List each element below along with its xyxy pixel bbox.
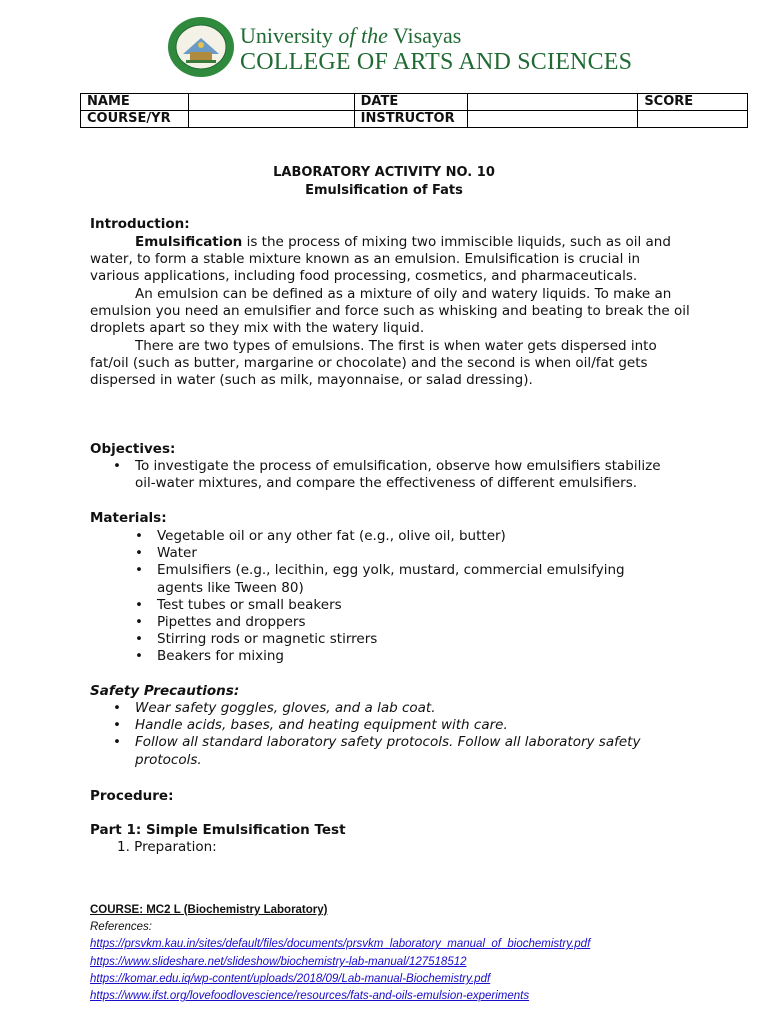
table-row xyxy=(81,111,748,128)
score-field[interactable] xyxy=(638,111,748,128)
course-label: COURSE: MC2 L (Biochemistry Laboratory) xyxy=(90,904,328,916)
list-item: • Stirring rods or magnetic stirrers xyxy=(135,631,655,648)
name-label: NAME xyxy=(81,94,189,111)
college-name: COLLEGE OF ARTS AND SCIENCES xyxy=(240,49,633,75)
date-field[interactable] xyxy=(468,94,638,111)
name-field[interactable] xyxy=(188,94,354,111)
reference-link-3[interactable]: https://komar.edu.iq/wp-content/uploads/2018/09/Lab-manual-Biochemistry.pdf xyxy=(90,973,491,985)
activity-title: LABORATORY ACTIVITY NO. 10 xyxy=(273,165,495,180)
list-item: • Beakers for mixing xyxy=(135,648,655,665)
procedure-step-1: 1. Preparation: xyxy=(117,839,217,855)
instructor-field[interactable] xyxy=(468,111,638,128)
introduction-heading: Introduction: xyxy=(90,216,190,232)
university-seal-icon xyxy=(166,16,236,78)
introduction-paragraph-1: Emulsification is the process of mixing two immiscible liquids, such as oil and water, to form a stable mixture known as an emulsion. Emulsification is crucial in various applications, including food processing, cosmetics, and pharmaceuticals. xyxy=(90,234,671,285)
reference-link-4[interactable]: https://www.ifst.org/lovefoodlovescience/resources/fats-and-oils-emulsion-experiments xyxy=(90,990,530,1002)
activity-subtitle: Emulsification of Fats xyxy=(305,183,463,198)
score-label: SCORE xyxy=(638,94,748,111)
list-item: • Pipettes and droppers xyxy=(135,614,655,631)
list-item: • Wear safety goggles, gloves, and a lab coat. xyxy=(113,700,673,717)
date-label: DATE xyxy=(354,94,468,111)
instructor-label: INSTRUCTOR xyxy=(354,111,468,128)
safety-list xyxy=(113,700,673,769)
list-item: • Test tubes or small beakers xyxy=(135,597,655,614)
list-item: • To investigate the process of emulsification, observe how emulsifiers stabilize oil-water mixtures, and compare the effectiveness of different emulsifiers. xyxy=(113,458,683,492)
materials-heading: Materials: xyxy=(90,510,167,526)
introduction-paragraph-2: An emulsion can be defined as a mixture of oily and watery liquids. To make an emulsion you need an emulsifier and force such as whisking and beating to break the oil droplets apart so they mix with the watery liquid. xyxy=(90,286,690,337)
reference-link-2[interactable]: https://www.slideshare.net/slideshow/biochemistry-lab-manual/127518512 xyxy=(90,956,467,968)
references-label: References: xyxy=(90,921,153,933)
student-info-table xyxy=(80,93,748,128)
procedure-heading: Procedure: xyxy=(90,788,174,804)
materials-list xyxy=(135,528,655,666)
list-item: • Emulsifiers (e.g., lecithin, egg yolk, mustard, commercial emulsifying agents like Tween 80) xyxy=(135,562,655,596)
reference-link-1[interactable]: https://prsvkm.kau.in/sites/default/files/documents/prsvkm_laboratory_manual_of_biochemistry.pdf xyxy=(90,938,591,950)
introduction-paragraph-3: There are two types of emulsions. The first is when water gets dispersed into fat/oil (such as butter, margarine or chocolate) and the second is when oil/fat gets dispersed in water (such as milk, mayonnaise, or salad dressing). xyxy=(90,338,657,389)
list-item: • Vegetable oil or any other fat (e.g., olive oil, butter) xyxy=(135,528,655,545)
list-item: • Follow all standard laboratory safety protocols. Follow all laboratory safety protocols. xyxy=(113,734,673,768)
part1-heading: Part 1: Simple Emulsification Test xyxy=(90,822,346,838)
safety-heading: Safety Precautions: xyxy=(90,683,240,699)
document-header xyxy=(166,16,636,78)
objectives-list xyxy=(113,458,683,492)
list-item: • Water xyxy=(135,545,655,562)
table-row xyxy=(81,94,748,111)
university-name: University of the Visayas xyxy=(240,23,462,48)
course-yr-label: COURSE/YR xyxy=(81,111,189,128)
list-item: • Handle acids, bases, and heating equipment with care. xyxy=(113,717,673,734)
objectives-heading: Objectives: xyxy=(90,441,176,457)
course-yr-field[interactable] xyxy=(188,111,354,128)
